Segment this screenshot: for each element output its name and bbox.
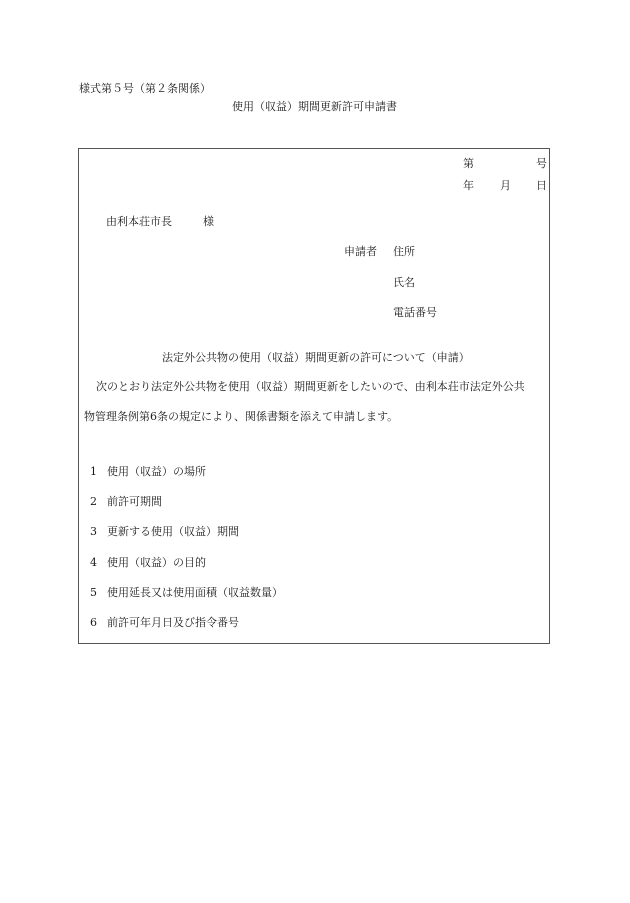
body-line-1: 次のとおり法定外公共物を使用（収益）期間更新をしたいので、由利本荘市法定外公共 <box>96 380 525 393</box>
document-title: 使用（収益）期間更新許可申請書 <box>232 100 397 113</box>
addressee-name: 由利本荘市長 <box>106 215 172 228</box>
form-number: 様式第５号（第２条関係） <box>79 82 211 95</box>
item-number: 2 <box>90 495 97 508</box>
body-line-2: 物管理条例第6条の規定により、関係書類を添えて申請します。 <box>84 410 399 423</box>
item-label: 使用延長又は使用面積（収益数量） <box>107 586 283 599</box>
item-label: 前許可期間 <box>107 495 162 508</box>
addressee-honorific: 様 <box>203 215 214 228</box>
date-month: 月 <box>500 179 511 192</box>
date-day: 日 <box>536 179 547 192</box>
item-number: 4 <box>90 556 97 569</box>
doc-no-suffix: 号 <box>536 157 547 170</box>
applicant-address-label: 住所 <box>393 245 415 258</box>
subject-line: 法定外公共物の使用（収益）期間更新の許可について（申請） <box>162 351 470 364</box>
item-number: 1 <box>90 465 97 478</box>
item-number: 6 <box>90 616 97 629</box>
item-number: 3 <box>90 525 97 538</box>
item-label: 更新する使用（収益）期間 <box>107 525 239 538</box>
doc-no-prefix: 第 <box>463 157 474 170</box>
item-label: 使用（収益）の場所 <box>107 465 206 478</box>
item-label: 前許可年月日及び指令番号 <box>107 616 239 629</box>
applicant-phone-label: 電話番号 <box>393 306 437 319</box>
applicant-label: 申請者 <box>344 245 377 258</box>
date-year: 年 <box>463 179 474 192</box>
applicant-name-label: 氏名 <box>393 276 415 289</box>
item-number: 5 <box>90 586 97 599</box>
item-label: 使用（収益）の目的 <box>107 556 206 569</box>
